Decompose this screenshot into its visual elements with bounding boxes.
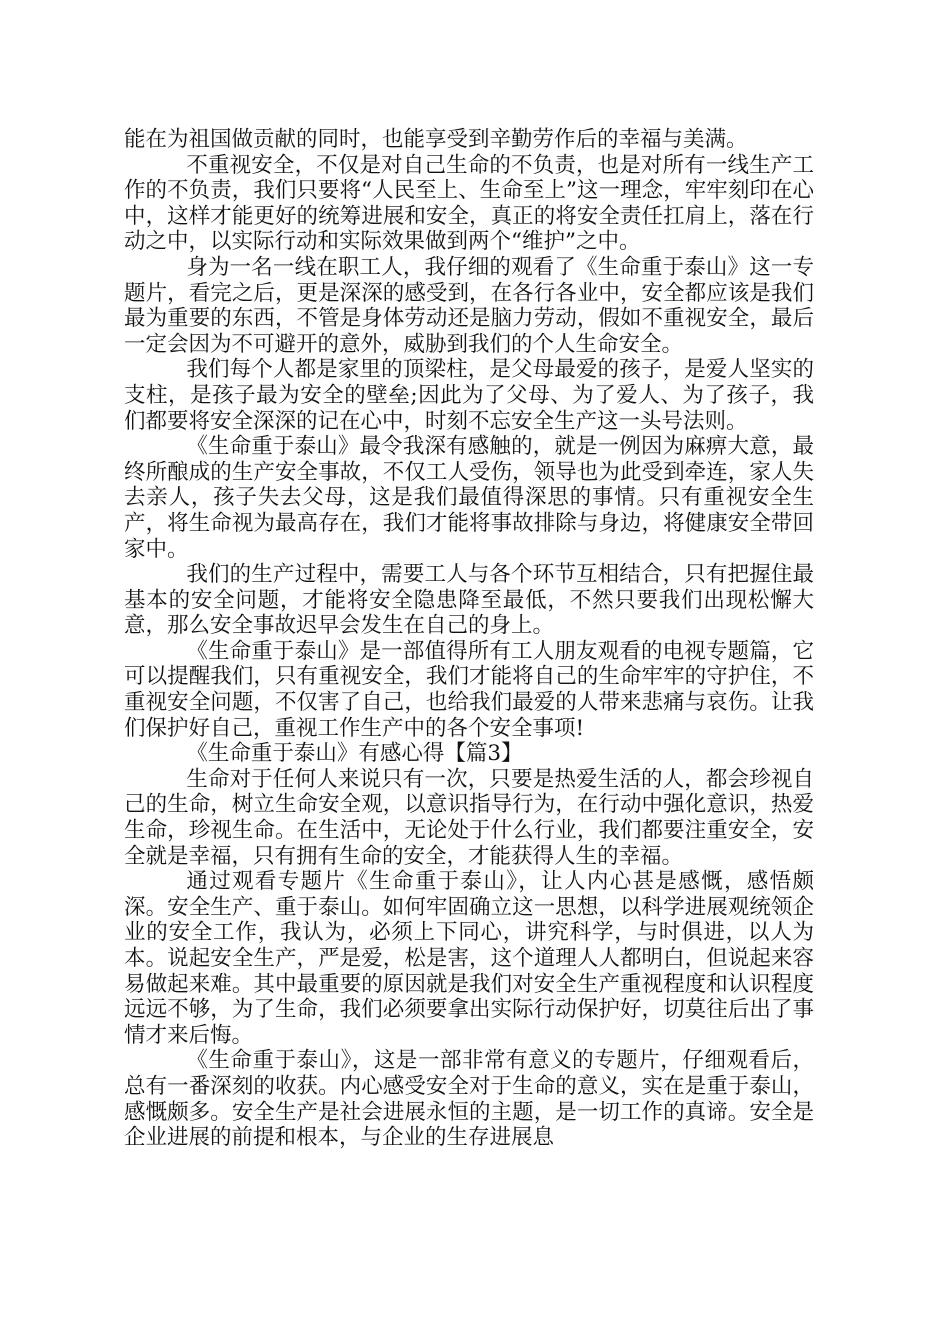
document-body [124, 127, 814, 1151]
paragraph: 《生命重于泰山》最令我深有感触的，就是一例因为麻痹大意，最终所酿成的生产安全事故，不仅工人受伤，领导也为此受到牵连，家人失去亲人，孩子失去父母，这是我们最值得深思的事情。只有重视安全生产，将生命视为最高存在，我们才能将事故排除与身边，将健康安全带回家中。 [124, 434, 814, 562]
section-heading: 《生命重于泰山》有感心得【篇3】 [186, 741, 523, 767]
paragraph: 身为一名一线在职工人，我仔细的观看了《生命重于泰山》这一专题片，看完之后，更是深深的感受到，在各行各业中，安全都应该是我们最为重要的东西，不管是身体劳动还是脑力劳动，假如不重视安全，最后一定会因为不可避开的意外，威胁到我们的个人生命安全。 [124, 254, 814, 357]
paragraph: 生命对于任何人来说只有一次，只要是热爱生活的人，都会珍视自己的生命，树立生命安全观，以意识指导行为，在行动中强化意识，热爱生命，珍视生命。在生活中，无论处于什么行业，我们都要注重安全，安全就是幸福，只有拥有生命的安全，才能获得人生的幸福。 [124, 766, 814, 869]
paragraph: 不重视安全，不仅是对自己生命的不负责，也是对所有一线生产工作的不负责，我们只要将“人民至上、生命至上”这一理念，牢牢刻印在心中，这样才能更好的统筹进展和安全，真正的将安全责任扛肩上，落在行动之中，以实际行动和实际效果做到两个“维护”之中。 [124, 152, 814, 255]
paragraph: 《生命重于泰山》，这是一部非常有意义的专题片，仔细观看后，总有一番深刻的收获。内心感受安全对于生命的意义，实在是重于泰山，感慨颇多。安全生产是社会进展永恒的主题，是一切工作的真谛。安全是企业进展的前提和根本，与企业的生存进展息 [124, 1048, 814, 1151]
paragraph-continuation: 能在为祖国做贡献的同时，也能享受到辛勤劳作后的幸福与美满。 [124, 127, 748, 152]
paragraph: 通过观看专题片《生命重于泰山》，让人内心甚是感慨，感悟颇深。安全生产、重于泰山。如何牢固确立这一思想，以科学进展观统领企业的安全工作，我认为，必须上下同心，讲究科学，与时俱进，以人为本。说起安全生产，严是爱，松是害，这个道理人人都明白，但说起来容易做起来难。其中最重要的原因就是我们对安全生产重视程度和认识程度远远不够，为了生命，我们必须要拿出实际行动保护好，切莫往后出了事情才来后悔。 [124, 869, 814, 1048]
paragraph: 我们每个人都是家里的顶梁柱，是父母最爱的孩子，是爱人坚实的支柱，是孩子最为安全的壁垒;因此为了父母、为了爱人、为了孩子，我们都要将安全深深的记在心中，时刻不忘安全生产这一头号法则。 [124, 357, 814, 434]
paragraph: 《生命重于泰山》是一部值得所有工人朋友观看的电视专题篇，它可以提醒我们，只有重视安全，我们才能将自己的生命牢牢的守护住，不重视安全问题，不仅害了自己，也给我们最爱的人带来悲痛与哀伤。让我们保护好自己，重视工作生产中的各个安全事项! [124, 638, 814, 741]
paragraph: 我们的生产过程中，需要工人与各个环节互相结合，只有把握住最基本的安全问题，才能将安全隐患降至最低，不然只要我们出现松懈大意，那么安全事故迟早会发生在自己的身上。 [124, 562, 814, 639]
